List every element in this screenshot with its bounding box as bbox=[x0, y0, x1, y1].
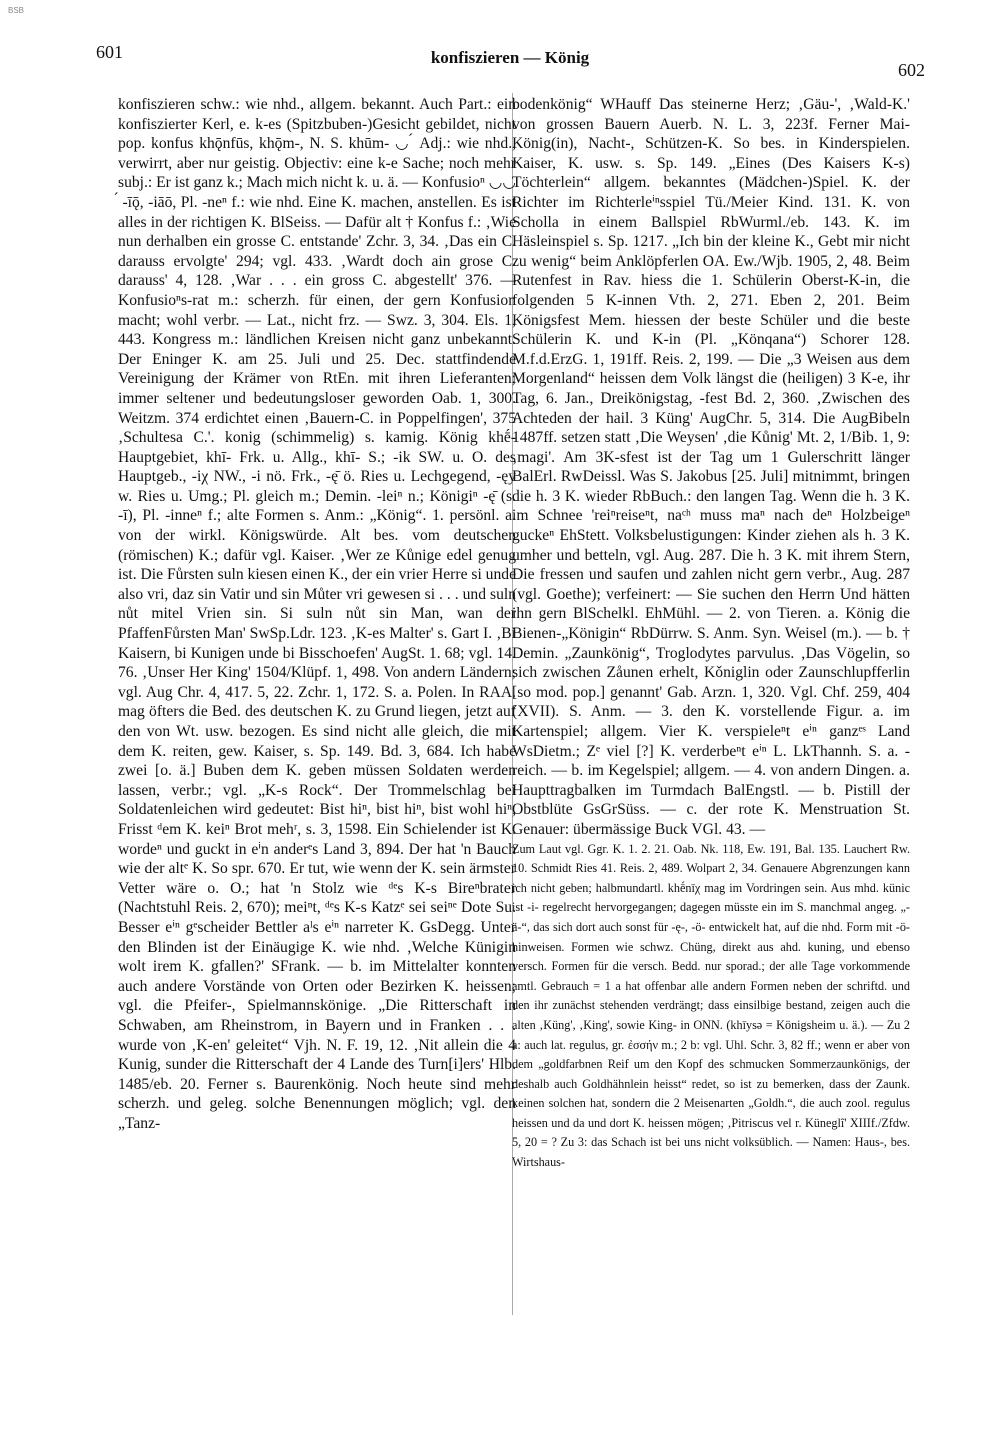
library-mark: BSB bbox=[8, 6, 25, 15]
right-column bbox=[512, 95, 910, 1173]
footnote-text: Zum Laut vgl. Ggr. K. 1. 2. 21. Oab. Nk. 118, Ew. 191, Bal. 135. Lauchert Rw. 10. Schmidt Ries 41. Reis. 2, 489. Wolpart 2, 34. Genauere Abgrenzungen kann ich nicht geben; halbmundartl. khḗnīχ mag im Vordringen sein. Aus mhd. künic ist -i- regelrecht hervorgegangen; dagegen müsste ein im S. manchmal angeg. „-ä-“, das sich dort auch sonst für -ę-, -ö- entwickelt hat, auf die nhd. Form mit -ö- hinweisen. Formen wie schwz. Chüng, direkt aus ahd. kuning, und ebenso versch. Formen für die versch. Bedd. nur sporad.; der alle Tage vorkommende amtl. Gebrauch = 1 a hat offenbar alle andern Formen neben der schriftd. und den ihr zunächst stehenden verdrängt; dass einsilbige bestand, zeigen auch die alten ‚Küng', ‚King', sowie King- in ONN. (khīysə = Königsheim u. ä.). — Zu 2 a: auch lat. regulus, gr. ἐσσήν m.; 2 b: vgl. Uhl. Schr. 3, 82 ff.; wenn er aber von dem „goldfarbnen Reif um den Kopf des schmucken Sommerzaunkönigs, der deshalb auch Goldhähnlein heisst“ redet, so ist zu bemerken, dass der Zaunk. keinen solchen hat, sondern die 2 Meisenarten „Goldh.“, die auch zool. regulus heissen und da und dort K. heissen mögen; ‚Pitriscus vel r. Küneglî' XIIIf./Zfdw. 5, 20 = ? Zu 3: das Schach ist bei uns nicht volksüblich. — Namen: Haus-, bes. Wirtshaus- bbox=[512, 841, 910, 1170]
page-number-right: 602 bbox=[898, 60, 925, 80]
page-number-left: 601 bbox=[96, 42, 123, 62]
running-head: konfiszieren — König bbox=[430, 48, 590, 67]
right-column-text: bodenkönig“ WHauff Das steinerne Herz; ‚Gäu-', ‚Wald-K.' von grossen Bauern Auerb. N. L. 3, 223f. Ferner Mai-König(in), Nacht-, Schützen-K. So bes. in Kinderspielen. Kaiser, K. usw. s. Sp. 149. „Eines (Des Kaisers K-s) Töchterlein“ allgem. bekanntes (Mädchen-)Spiel. K. der Richter im Richterleⁱⁿsspiel Tü./Meier Kind. 131. K. von Scholla in einem Ballspiel RbWurml./eb. 143. K. im Häsleinspiel s. Sp. 1217. „Ich bin der kleine K., Gebt mir nicht zu wenig“ beim Anklöpferlen OA. Ew./Wjb. 1905, 2, 48. Beim Rutenfest in Rav. hiess die 1. Schülerin Oberst-K-in, die folgenden 5 K-innen Vth. 2, 271. Eben 2, 201. Beim Königsfest Mem. hiessen der beste Schüler und die beste Schülerin K. und K-in (Pl. „Könqana“) Schorer 128. M.f.d.ErzG. 1, 191ff. Reis. 2, 199. — Die „3 Weisen aus dem Morgenland“ heissen dem Volk längst die (heiligen) 3 K-e, ihr Tag, 6. Jan., Dreikönigstag, -fest Bd. 2, 360. ‚Zwischen des Achteden der hail. 3 Küng' AugChr. 5, 314. Die AugBibeln 1487ff. setzen statt ‚Die Weysen' ‚die Kůnig' Mt. 2, 1/Bib. 1, 9: ‚magi'. Am 3K-sfest ist der Tag um 1 Gulerschritt länger BalErl. RwDeissl. Was S. Jakobus [25. Juli] mitnimmt, bringen die h. 3 K. wieder RbBuch.: den langen Tag. Wenn die h. 3 K. im Schnee 'reiⁿreiseⁿt, naᶜʰ muss maⁿ nach deⁿ Holzbeigeⁿ guckeⁿ EhStett. Volksbelustigungen: Kinder ziehen als h. 3 K. umher und betteln, vgl. Aug. 287. Die h. 3 K. mit ihrem Stern, Die fressen und saufen und zahlen nicht gern verbr., Aug. 287 (vgl. Goethe); verfeinert: — Sie suchen den Herrn Und hätten ihn gern BlSchelkl. EhMühl. — 2. von Tieren. a. König die Bienen-„Königin“ RbDürrw. S. Anm. Syn. Weisel (m.). — b. † Demin. „Zaunkönig“, Troglodytes parvulus. ‚Das Vögelin, so sich zwischen Zåunen erhelt, Kǒniglin oder Zaunschlupfferlin [so mod. pop.] genannt' Gab. Arzn. 1, 320. Vgl. Chf. 259, 404 (XVII). S. Anm. — 3. den K. vorstellende Figur. a. im Kartenspiel; allgem. Vier K. verspieleⁿt eⁱⁿ ganzᵉˢ Land WsDietm.; Zᵉ viel [?] K. verderbeⁿt eⁱⁿ L. LkThannh. S. a. -reich. — b. im Kegelspiel; allgem. — 4. von andern Dingen. a. Haupttragbalken im Turmdach BalEngstl. — b. Pistill der Obstblüte GsGrSüss. — c. der rote K. Menstruation St. Genauer: übermässige Buck VGl. 43. — bbox=[512, 96, 910, 838]
left-column-text: konfiszieren schw.: wie nhd., allgem. bekannt. Auch Part.: ein konfiszierter Kerl, e. k-es (Spitzbuben-)Gesicht gebildet, nicht pop. konfus khǭnfūs, khǭm-, N. S. khūm- ◡ ́ Adj.: wie nhd., verwirrt, aber nur geistig. Objectiv: eine k-e Sache; noch mehr subj.: Er ist ganz k.; Mach mich nicht k. u. ä. — Konfusioⁿ ◡◡ ́ -īǭ, -iāō, Pl. -neⁿ f.: wie nhd. Eine K. machen, anstellen. Es ist alles in der richtigen K. BlSeiss. — Dafür alt † Konfus f.: ‚Wie nun derhalben ein grosse C. entstande' Zchr. 3, 34. ‚Das ein C. darauss ervolgte' 294; vgl. 433. ‚Wardt doch ain grose C. darauss' 4, 128. ‚War . . . ein gross C. abgestellt' 376. — Konfusioⁿs-rat m.: scherzh. für einen, der gern Konfusion macht; wohl verbr. — Lat., nicht frz. — Swz. 3, 304. Els. 1, 443. Kongress m.: ländlichen Kreisen nicht ganz unbekannt. Der Eninger K. am 25. Juli und 25. Dec. stattfindende Vereinigung der Krämer von RtEn. mit ihren Lieferanten; immer seltener und bedeutungsloser geworden Oab. 1, 300. Weitzm. 374 erdichtet einen ‚Bauern-C. in Poppelfingen', 375 ‚Schultesa C.'. konig (schimmelig) s. kamig. König khḗ- Hauptgebiet, khī- Frk. u. Allg., khī- S.; -ik SW. u. O. des Hauptgeb., -iχ NW., -i nö. Frk., -ę̄ ö. Ries u. Lechgegend, -ęy w. Ries u. Umg.; Pl. gleich m.; Demin. -leiⁿ n.; Königiⁿ -ę̄ (s. -ī), Pl. -inneⁿ f.; alte Formen s. Anm.: „König“. 1. persönl. a. von der wirkl. Königswürde. Alt bes. vom deutschen (römischen) K.; dafür vgl. Kaiser. ‚Wer ze Kůnige edel genug ist. Die Fůrsten suln kiesen einen K., der ein vrier Herre si unde also vri, daz sin Vatir und sin Můter vri gewesen si . . . und suln nůt mitel Vrien sin. Si suln nůt sin Man, wan der PfaffenFůrsten Man' SwSp.Ldr. 123. ‚K-es Malter' s. Gart I. ‚Bi Kaisern, bi Kunigen unde bi Bisschoefen' AugSt. 1. 68; vgl. 14. 76. ‚Unser Her King' 1504/Klüpf. 1, 498. Von andern Ländern; vgl. Aug Chr. 4, 417. 5, 22. Zchr. 1, 172. S. a. Polen. In RAA. mag öfters die Bed. des deutschen K. zu Grund liegen, jetzt auf den von Wt. usw. bezogen. Es sind nicht alle gleich, die mit dem K. reiten, gew. Kaiser, s. Sp. 149. Bd. 3, 684. Ich habe zwei [o. ä.] Buben dem K. geben müssen Soldaten werden lassen, verbr.; vgl. „K-s Rock“. Der Trommelschlag bei Soldatenleichen wird gedeutet: Bist hiⁿ, bist hiⁿ, bist wohl hiⁿ, Frisst ᵈem K. keiⁿ Brot mehʳ, s. 3, 1598. Ein Schielender ist K. wordeⁿ und guckt in eⁱn anderᵉs Land 3, 894. Der hat 'n Bauch wie der altᵉ K. So spr. 670. Er tut, wie wenn der K. sein ärmster Vetter wäre o. O.; hat 'n Stolz wie ᵈᵉs K-s Bireⁿbrater (Nachtstuhl Reis. 2, 670); meiⁿt, ᵈᵉs K-s Katzᵉ sei seiⁿᵉ Dote Su. Besser eⁱⁿ gᵉscheider Bettler aˡs eⁱⁿ narreter K. GsDegg. Unter den Blinden ist der Einäugige K. wie nhd. ‚Welche Künigin wolt irem K. gfallen?' SFrank. — b. im Mittelalter konnten auch andere Vorstände von Orten oder Bezirken K. heissen; vgl. die Pfeifer-, Spielmannskönige. „Die Ritterschaft in Schwaben, am Rheinstrom, in Bayern und in Franken . . . wurde von ‚K-en' geleitet“ Vjh. N. F. 19, 12. ‚Nit allein die 4 Kunig, sunder die Ritterschaft der 4 Lande des Turn[i]ers' Hlb. 1485/eb. 20. Ferner s. Baurenkönig. Noch heute sind mehr scherzh. und geleg. solche Benennungen möglich; vgl. den „Tanz- bbox=[118, 96, 516, 1132]
left-column bbox=[118, 95, 516, 1133]
